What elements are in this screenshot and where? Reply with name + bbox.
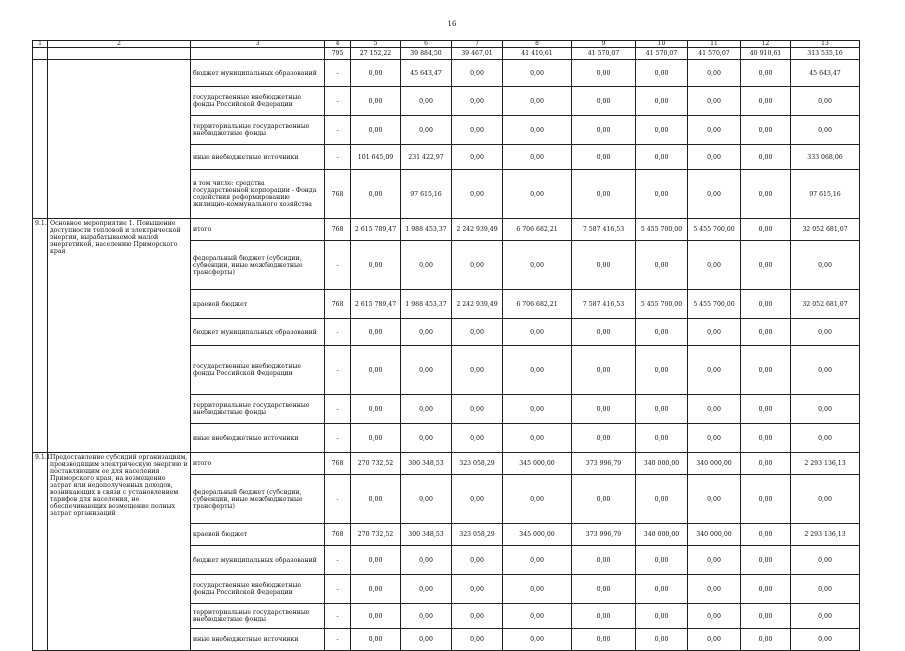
value-cell: 0,00 bbox=[503, 395, 572, 424]
value-cell: 0,00 bbox=[688, 170, 741, 219]
code-column-cell: - bbox=[325, 604, 351, 629]
value-cell: 2 293 136,13 bbox=[791, 524, 860, 546]
source-cell: государственные внебюджетные фонды Российской Федерации bbox=[191, 575, 325, 604]
code-column-cell: - bbox=[325, 395, 351, 424]
value-cell: 0,00 bbox=[688, 475, 741, 524]
value-cell: 0,00 bbox=[452, 145, 503, 170]
value-cell: 41 570,07 bbox=[572, 48, 636, 60]
value-cell: 41 570,07 bbox=[688, 48, 741, 60]
code-column-cell: 768 bbox=[325, 170, 351, 219]
value-cell: 0,00 bbox=[791, 629, 860, 651]
value-cell: 0,00 bbox=[636, 319, 688, 346]
value-cell: 0,00 bbox=[636, 604, 688, 629]
value-cell: 0,00 bbox=[503, 424, 572, 453]
value-cell: 0,00 bbox=[741, 145, 791, 170]
value-cell: 39 884,50 bbox=[401, 48, 452, 60]
value-cell: 0,00 bbox=[351, 395, 401, 424]
continuation-row bbox=[33, 48, 860, 60]
description-cell: Основное мероприятие 1. Повышение доступности тепловой и электрической энергии, вырабатываемой малой энергетикой, населению Приморского края bbox=[48, 219, 191, 453]
value-cell: 0,00 bbox=[452, 475, 503, 524]
value-cell: 0,00 bbox=[452, 116, 503, 145]
value-cell: 0,00 bbox=[741, 524, 791, 546]
value-cell: 0,00 bbox=[572, 546, 636, 575]
value-cell: 0,00 bbox=[636, 60, 688, 87]
value-cell: 0,00 bbox=[688, 116, 741, 145]
value-cell: 300 348,53 bbox=[401, 524, 452, 546]
value-cell: 0,00 bbox=[572, 170, 636, 219]
source-cell: итого bbox=[191, 453, 325, 475]
value-cell: 0,00 bbox=[572, 346, 636, 395]
value-cell: 0,00 bbox=[636, 424, 688, 453]
value-cell: 0,00 bbox=[572, 629, 636, 651]
table-row bbox=[33, 219, 860, 241]
value-cell: 0,00 bbox=[636, 170, 688, 219]
value-cell: 0,00 bbox=[741, 87, 791, 116]
value-cell: 0,00 bbox=[572, 87, 636, 116]
value-cell: 0,00 bbox=[452, 241, 503, 290]
value-cell: 0,00 bbox=[791, 604, 860, 629]
value-cell: 0,00 bbox=[503, 241, 572, 290]
value-cell: 0,00 bbox=[688, 424, 741, 453]
value-cell: 0,00 bbox=[688, 145, 741, 170]
code-column-cell: 768 bbox=[325, 524, 351, 546]
value-cell: 0,00 bbox=[572, 395, 636, 424]
value-cell: 0,00 bbox=[636, 475, 688, 524]
value-cell: 0,00 bbox=[351, 319, 401, 346]
value-cell: 345 000,00 bbox=[503, 524, 572, 546]
value-cell: 39 467,01 bbox=[452, 48, 503, 60]
value-cell: 0,00 bbox=[791, 116, 860, 145]
value-cell: 0,00 bbox=[572, 575, 636, 604]
code-column-cell: - bbox=[325, 424, 351, 453]
source-cell: иные внебюджетные источники bbox=[191, 629, 325, 651]
value-cell: 0,00 bbox=[452, 424, 503, 453]
header-row bbox=[33, 41, 860, 48]
value-cell: 0,00 bbox=[688, 346, 741, 395]
value-cell: 0,00 bbox=[688, 60, 741, 87]
value-cell: 0,00 bbox=[688, 546, 741, 575]
source-cell: территориальные государственные внебюджетные фонды bbox=[191, 116, 325, 145]
value-cell: 0,00 bbox=[572, 145, 636, 170]
value-cell: 0,00 bbox=[741, 219, 791, 241]
value-cell: 0,00 bbox=[503, 346, 572, 395]
value-cell: 0,00 bbox=[791, 475, 860, 524]
value-cell: 270 732,52 bbox=[351, 453, 401, 475]
source-cell: в том числе: средства государственной корпорации - Фонда содействия реформированию жилищно-коммунального хозяйства bbox=[191, 170, 325, 219]
value-cell: 0,00 bbox=[452, 87, 503, 116]
value-cell: 0,00 bbox=[351, 241, 401, 290]
value-cell: 0,00 bbox=[351, 170, 401, 219]
value-cell: 0,00 bbox=[401, 116, 452, 145]
value-cell: 0,00 bbox=[636, 629, 688, 651]
column-number-header: 7 bbox=[452, 41, 503, 48]
value-cell: 0,00 bbox=[741, 319, 791, 346]
description-cell bbox=[48, 48, 191, 60]
value-cell: 373 996,79 bbox=[572, 524, 636, 546]
value-cell: 340 000,00 bbox=[636, 524, 688, 546]
value-cell: 0,00 bbox=[351, 546, 401, 575]
value-cell: 0,00 bbox=[688, 395, 741, 424]
source-cell: федеральный бюджет (субсидии, субвенции, иные межбюджетные трансферты) bbox=[191, 475, 325, 524]
value-cell: 0,00 bbox=[791, 424, 860, 453]
code-column-cell: - bbox=[325, 575, 351, 604]
source-cell: федеральный бюджет (субсидии, субвенции, иные межбюджетные трансферты) bbox=[191, 241, 325, 290]
value-cell: 0,00 bbox=[401, 346, 452, 395]
value-cell: 32 052 681,07 bbox=[791, 219, 860, 241]
source-cell: бюджет муниципальных образований bbox=[191, 60, 325, 87]
code-column-cell: 768 bbox=[325, 453, 351, 475]
value-cell: 0,00 bbox=[688, 629, 741, 651]
code-column-cell: - bbox=[325, 475, 351, 524]
value-cell: 0,00 bbox=[401, 629, 452, 651]
source-cell: бюджет муниципальных образований bbox=[191, 319, 325, 346]
value-cell: 5 455 700,00 bbox=[636, 290, 688, 319]
value-cell: 0,00 bbox=[688, 319, 741, 346]
column-number-header: 8 bbox=[503, 41, 572, 48]
value-cell: 0,00 bbox=[572, 60, 636, 87]
value-cell: 0,00 bbox=[688, 241, 741, 290]
column-number-header: 11 bbox=[688, 41, 741, 48]
budget-table bbox=[32, 40, 860, 651]
source-cell: государственные внебюджетные фонды Российской Федерации bbox=[191, 87, 325, 116]
value-cell: 300 348,53 bbox=[401, 453, 452, 475]
value-cell: 0,00 bbox=[401, 395, 452, 424]
value-cell: 795 bbox=[325, 48, 351, 60]
value-cell: 0,00 bbox=[636, 87, 688, 116]
value-cell: 0,00 bbox=[741, 346, 791, 395]
value-cell: 0,00 bbox=[401, 604, 452, 629]
source-cell: краевой бюджет bbox=[191, 524, 325, 546]
value-cell: 0,00 bbox=[572, 424, 636, 453]
value-cell: 0,00 bbox=[452, 60, 503, 87]
value-cell: 0,00 bbox=[572, 604, 636, 629]
value-cell: 0,00 bbox=[741, 629, 791, 651]
value-cell: 2 293 136,13 bbox=[791, 453, 860, 475]
value-cell: 373 996,79 bbox=[572, 453, 636, 475]
value-cell: 45 643,47 bbox=[401, 60, 452, 87]
value-cell: 345 000,00 bbox=[503, 453, 572, 475]
value-cell: 0,00 bbox=[452, 575, 503, 604]
value-cell: 0,00 bbox=[351, 424, 401, 453]
value-cell: 0,00 bbox=[351, 604, 401, 629]
value-cell: 0,00 bbox=[503, 116, 572, 145]
value-cell: 40 910,61 bbox=[741, 48, 791, 60]
value-cell: 0,00 bbox=[741, 290, 791, 319]
code-column-cell: - bbox=[325, 241, 351, 290]
table-row bbox=[33, 60, 860, 87]
value-cell: 0,00 bbox=[636, 575, 688, 604]
value-cell: 5 455 700,00 bbox=[636, 219, 688, 241]
value-cell: 0,00 bbox=[401, 87, 452, 116]
value-cell: 45 643,47 bbox=[791, 60, 860, 87]
value-cell: 0,00 bbox=[741, 170, 791, 219]
source-cell: иные внебюджетные источники bbox=[191, 424, 325, 453]
code-cell bbox=[33, 48, 48, 60]
value-cell: 0,00 bbox=[351, 87, 401, 116]
code-column-cell: 768 bbox=[325, 290, 351, 319]
value-cell: 0,00 bbox=[503, 87, 572, 116]
value-cell: 27 152,22 bbox=[351, 48, 401, 60]
column-number-header: 10 bbox=[636, 41, 688, 48]
value-cell: 0,00 bbox=[741, 604, 791, 629]
table-body bbox=[33, 41, 860, 651]
value-cell: 0,00 bbox=[791, 575, 860, 604]
value-cell: 0,00 bbox=[688, 575, 741, 604]
column-number-header: 1 bbox=[33, 41, 48, 48]
value-cell: 340 000,00 bbox=[688, 524, 741, 546]
value-cell: 0,00 bbox=[791, 241, 860, 290]
code-cell bbox=[33, 60, 48, 219]
value-cell: 7 587 416,53 bbox=[572, 219, 636, 241]
value-cell: 41 570,07 bbox=[636, 48, 688, 60]
value-cell: 0,00 bbox=[452, 629, 503, 651]
value-cell: 0,00 bbox=[688, 604, 741, 629]
value-cell: 0,00 bbox=[741, 546, 791, 575]
value-cell: 0,00 bbox=[636, 346, 688, 395]
source-cell: территориальные государственные внебюджетные фонды bbox=[191, 395, 325, 424]
value-cell: 0,00 bbox=[572, 319, 636, 346]
value-cell: 0,00 bbox=[791, 546, 860, 575]
code-cell: 9.1.1 bbox=[33, 453, 48, 651]
value-cell: 0,00 bbox=[636, 546, 688, 575]
value-cell: 101 645,09 bbox=[351, 145, 401, 170]
value-cell: 0,00 bbox=[351, 60, 401, 87]
value-cell: 0,00 bbox=[572, 116, 636, 145]
value-cell: 0,00 bbox=[503, 546, 572, 575]
column-number-header: 3 bbox=[191, 41, 325, 48]
value-cell: 0,00 bbox=[401, 575, 452, 604]
value-cell: 2 242 939,49 bbox=[452, 219, 503, 241]
value-cell: 0,00 bbox=[351, 346, 401, 395]
code-column-cell: - bbox=[325, 60, 351, 87]
column-number-header: 5 bbox=[351, 41, 401, 48]
code-column-cell: 768 bbox=[325, 219, 351, 241]
value-cell: 0,00 bbox=[452, 346, 503, 395]
value-cell: 1 988 453,37 bbox=[401, 219, 452, 241]
value-cell: 340 000,00 bbox=[636, 453, 688, 475]
column-number-header: 12 bbox=[741, 41, 791, 48]
value-cell: 0,00 bbox=[452, 170, 503, 219]
code-column-cell: - bbox=[325, 319, 351, 346]
value-cell: 0,00 bbox=[636, 241, 688, 290]
value-cell: 0,00 bbox=[503, 170, 572, 219]
value-cell: 0,00 bbox=[351, 475, 401, 524]
column-number-header: 6 bbox=[401, 41, 452, 48]
value-cell: 0,00 bbox=[503, 319, 572, 346]
column-number-header: 2 bbox=[48, 41, 191, 48]
value-cell: 0,00 bbox=[741, 241, 791, 290]
value-cell: 5 455 700,00 bbox=[688, 219, 741, 241]
value-cell: 0,00 bbox=[688, 87, 741, 116]
value-cell: 0,00 bbox=[503, 629, 572, 651]
value-cell: 0,00 bbox=[351, 116, 401, 145]
value-cell: 0,00 bbox=[351, 575, 401, 604]
value-cell: 0,00 bbox=[351, 629, 401, 651]
code-cell: 9.1. bbox=[33, 219, 48, 453]
value-cell: 0,00 bbox=[452, 319, 503, 346]
source-cell: государственные внебюджетные фонды Российской Федерации bbox=[191, 346, 325, 395]
value-cell: 313 535,16 bbox=[791, 48, 860, 60]
value-cell: 0,00 bbox=[452, 395, 503, 424]
value-cell: 0,00 bbox=[572, 241, 636, 290]
value-cell: 0,00 bbox=[741, 424, 791, 453]
value-cell: 333 068,06 bbox=[791, 145, 860, 170]
column-number-header: 13 bbox=[791, 41, 860, 48]
value-cell: 0,00 bbox=[741, 60, 791, 87]
code-column-cell: - bbox=[325, 346, 351, 395]
value-cell: 0,00 bbox=[401, 475, 452, 524]
value-cell: 97 615,16 bbox=[791, 170, 860, 219]
value-cell: 6 706 682,21 bbox=[503, 290, 572, 319]
value-cell: 0,00 bbox=[791, 346, 860, 395]
value-cell: 0,00 bbox=[401, 546, 452, 575]
value-cell: 0,00 bbox=[503, 145, 572, 170]
value-cell: 0,00 bbox=[741, 575, 791, 604]
value-cell: 0,00 bbox=[636, 116, 688, 145]
source-cell: территориальные государственные внебюджетные фонды bbox=[191, 604, 325, 629]
value-cell: 340 000,00 bbox=[688, 453, 741, 475]
code-column-cell: - bbox=[325, 145, 351, 170]
value-cell: 0,00 bbox=[503, 604, 572, 629]
value-cell: 0,00 bbox=[741, 475, 791, 524]
source-cell: краевой бюджет bbox=[191, 290, 325, 319]
value-cell: 0,00 bbox=[636, 145, 688, 170]
value-cell: 32 052 681,07 bbox=[791, 290, 860, 319]
value-cell: 0,00 bbox=[741, 116, 791, 145]
value-cell: 2 615 789,47 bbox=[351, 219, 401, 241]
value-cell: 0,00 bbox=[741, 395, 791, 424]
value-cell: 6 706 682,21 bbox=[503, 219, 572, 241]
value-cell: 2 242 939,49 bbox=[452, 290, 503, 319]
code-column-cell: - bbox=[325, 116, 351, 145]
value-cell: 0,00 bbox=[401, 424, 452, 453]
source-cell: иные внебюджетные источники bbox=[191, 145, 325, 170]
value-cell: 323 058,29 bbox=[452, 524, 503, 546]
value-cell: 0,00 bbox=[503, 575, 572, 604]
value-cell: 2 615 789,47 bbox=[351, 290, 401, 319]
table-row bbox=[33, 453, 860, 475]
value-cell: 5 455 700,00 bbox=[688, 290, 741, 319]
value-cell: 97 615,16 bbox=[401, 170, 452, 219]
value-cell: 0,00 bbox=[741, 453, 791, 475]
value-cell: 270 732,52 bbox=[351, 524, 401, 546]
value-cell: 1 988 453,37 bbox=[401, 290, 452, 319]
value-cell: 0,00 bbox=[791, 395, 860, 424]
source-cell bbox=[191, 48, 325, 60]
source-cell: бюджет муниципальных образований bbox=[191, 546, 325, 575]
value-cell: 323 058,29 bbox=[452, 453, 503, 475]
value-cell: 0,00 bbox=[452, 546, 503, 575]
value-cell: 0,00 bbox=[791, 319, 860, 346]
code-column-cell: - bbox=[325, 87, 351, 116]
value-cell: 231 422,97 bbox=[401, 145, 452, 170]
page-number: 16 bbox=[447, 20, 457, 28]
value-cell: 0,00 bbox=[401, 241, 452, 290]
column-number-header: 9 bbox=[572, 41, 636, 48]
code-column-cell: - bbox=[325, 546, 351, 575]
value-cell: 0,00 bbox=[452, 604, 503, 629]
description-cell: Предоставление субсидий организациям, производящим электрическую энергию и поставляющим ее для населения Приморского края, на возмещение затрат или недополученных доходов, возникающих в связи с установлением тарифов для населения, не обеспечивающих возмещение полных затрат организаций bbox=[48, 453, 191, 651]
column-number-header: 4 bbox=[325, 41, 351, 48]
source-cell: итого bbox=[191, 219, 325, 241]
value-cell: 0,00 bbox=[503, 475, 572, 524]
description-cell bbox=[48, 60, 191, 219]
value-cell: 0,00 bbox=[636, 395, 688, 424]
value-cell: 7 587 416,53 bbox=[572, 290, 636, 319]
value-cell: 41 410,61 bbox=[503, 48, 572, 60]
value-cell: 0,00 bbox=[791, 87, 860, 116]
code-column-cell: - bbox=[325, 629, 351, 651]
value-cell: 0,00 bbox=[401, 319, 452, 346]
value-cell: 0,00 bbox=[572, 475, 636, 524]
value-cell: 0,00 bbox=[503, 60, 572, 87]
